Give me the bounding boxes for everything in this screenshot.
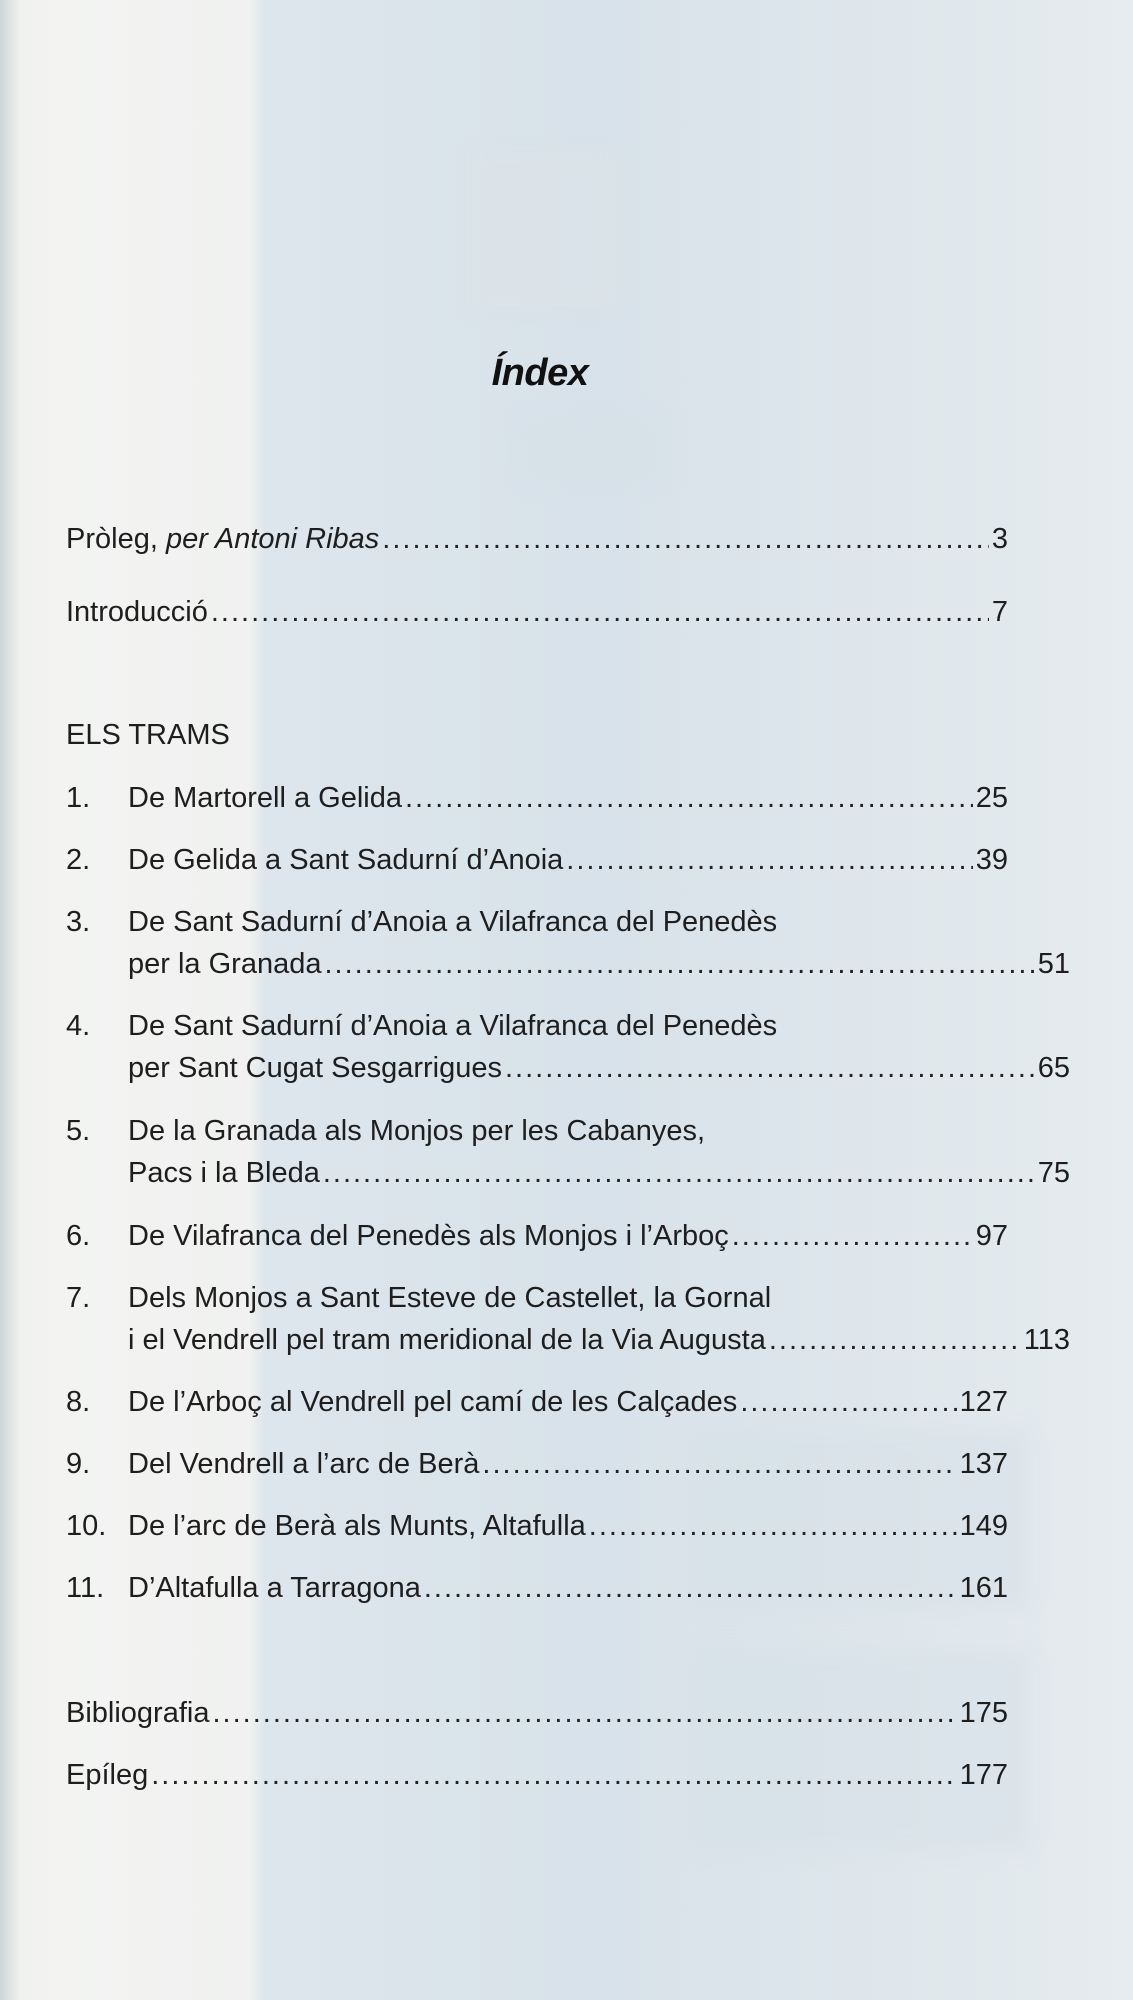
page-number: 137: [959, 1448, 1008, 1480]
dot-leader: [482, 1443, 956, 1485]
dot-leader: [324, 943, 1034, 985]
entry-title: De Martorell a Gelida: [128, 782, 402, 814]
dot-leader: [323, 1152, 1035, 1194]
page-number: 65: [1037, 1052, 1070, 1084]
dot-leader: [151, 1754, 956, 1796]
dot-leader: [566, 839, 972, 881]
entry-title: Introducció: [66, 596, 208, 628]
page-title: Índex: [491, 352, 589, 394]
entry-title: De l’Arboç al Vendrell pel camí de les Calçades: [128, 1386, 738, 1418]
toc-entry-bibliography: [66, 1692, 1008, 1734]
entry-title: Pròleg, per Antoni Ribas: [66, 523, 380, 555]
page-number: 75: [1037, 1157, 1070, 1189]
toc-entry-chapter-1: [66, 777, 1008, 819]
entry-title: De la Granada als Monjos per les Cabanyes,: [128, 1115, 706, 1147]
page-number: 177: [959, 1759, 1008, 1791]
dot-leader: [769, 1319, 1021, 1361]
page-number: 39: [975, 844, 1008, 876]
toc-entry-chapter-2: [66, 839, 1008, 881]
toc-entry-epilogue: [66, 1754, 1008, 1796]
toc-entry-prologue: [66, 518, 1008, 560]
dot-leader: [212, 1692, 956, 1734]
chapter-number: 3.: [66, 906, 91, 938]
toc-entry-chapter-6: [66, 1215, 1008, 1257]
chapter-number: 9.: [66, 1448, 91, 1480]
entry-title: De Sant Sadurní d’Anoia a Vilafranca del Penedès: [128, 906, 778, 938]
entry-title: Bibliografia: [66, 1697, 210, 1729]
chapter-number: 8.: [66, 1386, 91, 1418]
entry-title: D’Altafulla a Tarragona: [128, 1572, 421, 1604]
chapter-number: 4.: [66, 1010, 91, 1042]
page-number: 149: [959, 1510, 1008, 1542]
entry-title: De l’arc de Berà als Munts, Altafulla: [128, 1510, 586, 1542]
dot-leader: [740, 1381, 956, 1423]
toc-entry-chapter-5: [66, 1110, 1070, 1194]
page-number: 7: [991, 596, 1008, 628]
chapter-number: 5.: [66, 1115, 91, 1147]
page-number: 3: [991, 523, 1008, 555]
chapter-number: 6.: [66, 1220, 91, 1252]
chapter-number: 11.: [66, 1572, 105, 1604]
toc-entry-introduction: [66, 591, 1008, 633]
section-heading: ELS TRAMS: [66, 719, 230, 751]
toc-entry-chapter-4: [66, 1005, 1070, 1089]
dot-leader: [589, 1505, 957, 1547]
chapter-number: 2.: [66, 844, 91, 876]
entry-title: Epíleg: [66, 1759, 149, 1791]
page-number: 161: [959, 1572, 1008, 1604]
toc-entry-chapter-9: [66, 1443, 1008, 1485]
dot-leader: [405, 777, 973, 819]
entry-title: De Vilafranca del Penedès als Monjos i l’Arboç: [128, 1220, 729, 1252]
page-number: 25: [975, 782, 1008, 814]
chapter-number: 10.: [66, 1510, 107, 1542]
entry-title: De Sant Sadurní d’Anoia a Vilafranca del Penedès: [128, 1010, 778, 1042]
chapter-number: 1.: [66, 782, 91, 814]
dot-leader: [505, 1047, 1035, 1089]
toc-entry-chapter-7: [66, 1277, 1070, 1361]
toc-entry-chapter-10: [66, 1505, 1008, 1547]
toc-entry-chapter-11: [66, 1567, 1008, 1609]
toc-entry-chapter-3: [66, 901, 1070, 985]
entry-title: Del Vendrell a l’arc de Berà: [128, 1448, 480, 1480]
entry-title-continuation: Pacs i la Bleda: [128, 1157, 320, 1189]
dot-leader: [211, 591, 989, 633]
entry-title-continuation: i el Vendrell pel tram meridional de la Via Augusta: [128, 1324, 766, 1356]
entry-title-continuation: per Sant Cugat Sesgarrigues: [128, 1052, 502, 1084]
page-number: 127: [959, 1386, 1008, 1418]
dot-leader: [424, 1567, 957, 1609]
page-number: 51: [1037, 948, 1070, 980]
entry-title: Dels Monjos a Sant Esteve de Castellet, la Gornal: [128, 1282, 772, 1314]
dot-leader: [382, 518, 989, 560]
dot-leader: [732, 1215, 973, 1257]
chapter-number: 7.: [66, 1282, 91, 1314]
page-number: 175: [959, 1697, 1008, 1729]
entry-title-continuation: per la Granada: [128, 948, 322, 980]
entry-title: De Gelida a Sant Sadurní d’Anoia: [128, 844, 564, 876]
page-number: 97: [975, 1220, 1008, 1252]
page-number: 113: [1023, 1324, 1070, 1356]
entry-author: per Antoni Ribas: [165, 523, 380, 555]
toc-entry-chapter-8: [66, 1381, 1008, 1423]
